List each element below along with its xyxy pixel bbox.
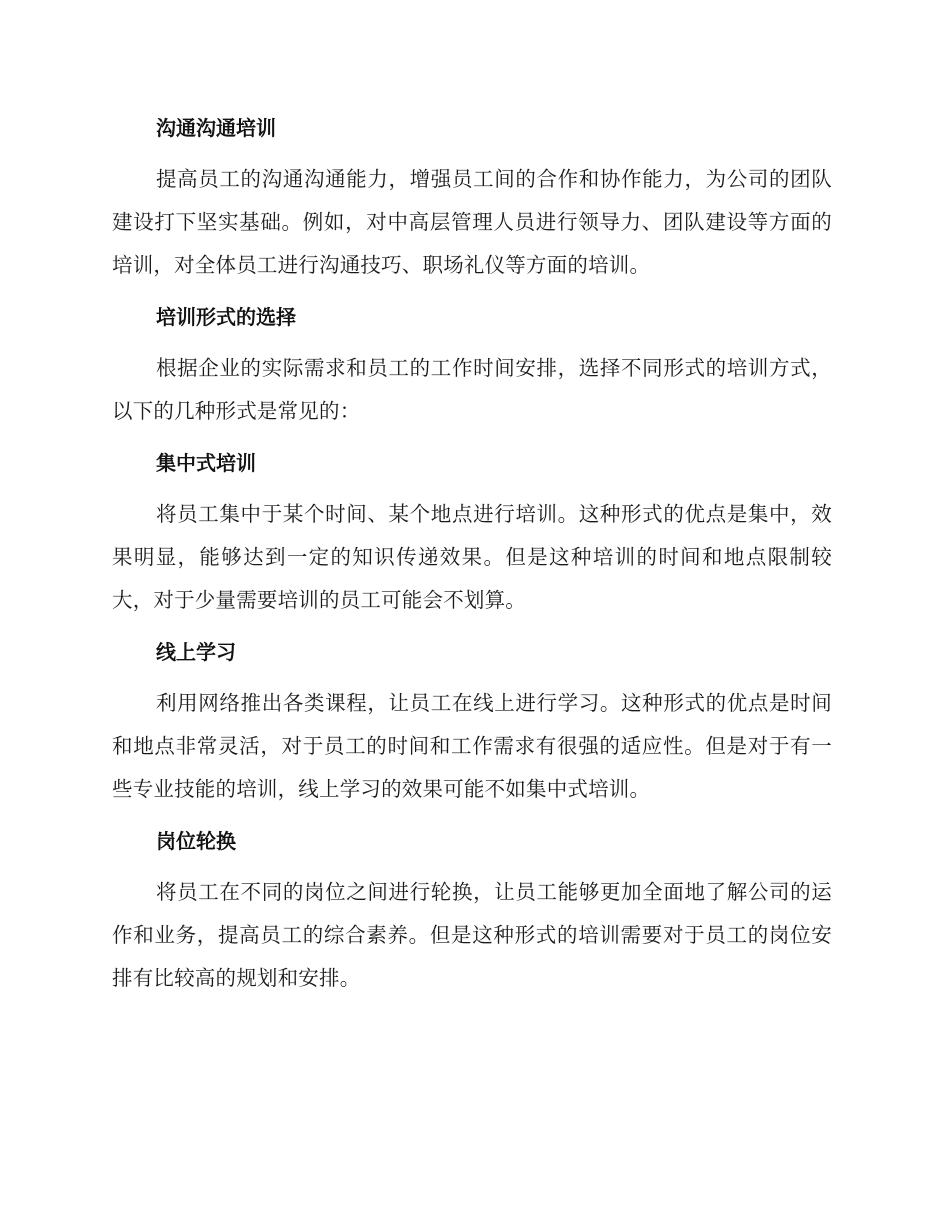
section-heading-job-rotation: 岗位轮换 bbox=[156, 829, 236, 853]
document-content bbox=[112, 108, 832, 1010]
section-body-job-rotation: 将员工在不同的岗位之间进行轮换，让员工能够更加全面地了解公司的运作和业务，提高员工的综合素养。但是这种形式的培训需要对于员工的岗位安排有比较高的规划和安排。 bbox=[112, 880, 832, 990]
section-body-online-learning: 利用网络推出各类课程，让员工在线上进行学习。这种形式的优点是时间和地点非常灵活，对于员工的时间和工作需求有很强的适应性。但是对于有一些专业技能的培训，线上学习的效果可能不如集中式培训。 bbox=[112, 691, 832, 801]
section-body-centralized-training: 将员工集中于某个时间、某个地点进行培训。这种形式的优点是集中，效果明显，能够达到一定的知识传递效果。但是这种培训的时间和地点限制较大，对于少量需要培训的员工可能会不划算。 bbox=[112, 502, 832, 612]
section-heading-training-format-selection: 培训形式的选择 bbox=[156, 305, 296, 329]
section-heading-online-learning: 线上学习 bbox=[156, 640, 236, 664]
section-heading-centralized-training: 集中式培训 bbox=[156, 451, 256, 475]
section-heading-communication-training: 沟通沟通培训 bbox=[156, 116, 276, 140]
section-body-training-format-selection: 根据企业的实际需求和员工的工作时间安排，选择不同形式的培训方式，以下的几种形式是常见的： bbox=[112, 356, 832, 423]
section-body-communication-training: 提高员工的沟通沟通能力，增强员工间的合作和协作能力，为公司的团队建设打下坚实基础。例如，对中高层管理人员进行领导力、团队建设等方面的培训，对全体员工进行沟通技巧、职场礼仪等方面的培训。 bbox=[112, 167, 832, 277]
